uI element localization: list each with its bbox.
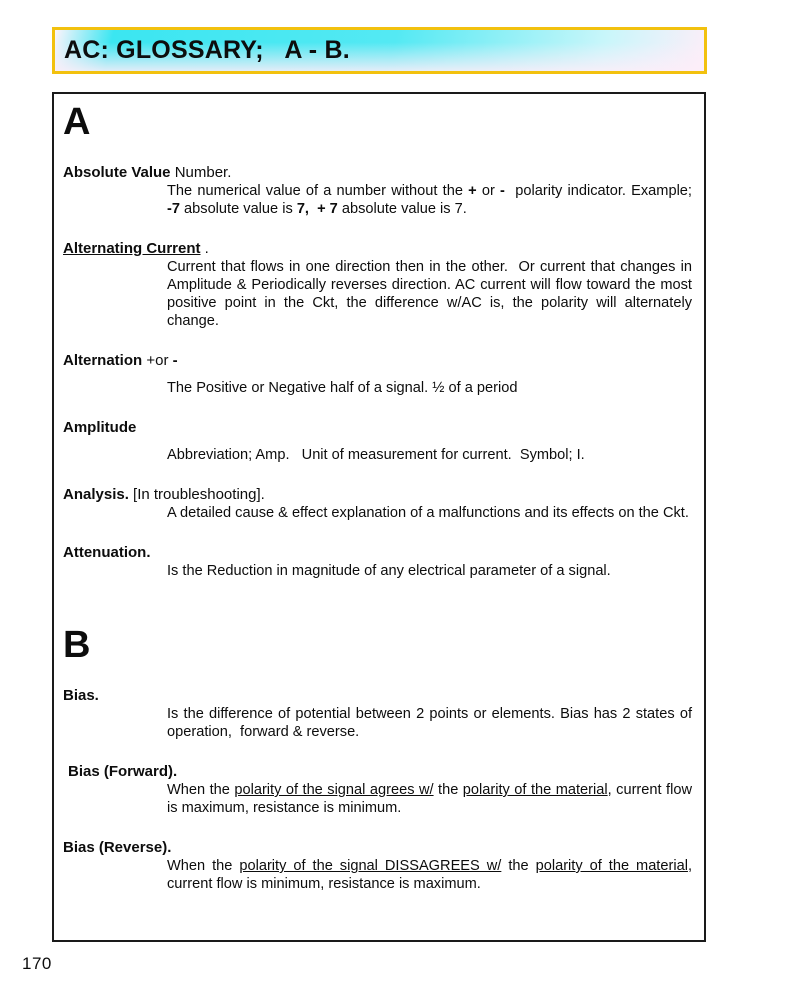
term bbox=[63, 164, 692, 182]
text-segment: the bbox=[433, 782, 463, 798]
glossary-box bbox=[52, 92, 706, 942]
text-segment: Alternation bbox=[63, 352, 147, 369]
definition bbox=[167, 857, 692, 893]
definition bbox=[167, 562, 692, 580]
section-letter: B bbox=[63, 624, 92, 666]
term bbox=[63, 352, 692, 370]
text-segment: Bias (Forward). bbox=[68, 763, 178, 780]
glossary-entry bbox=[63, 763, 692, 817]
term bbox=[63, 839, 692, 857]
text-segment: 7, bbox=[296, 201, 309, 217]
page-number: 170 bbox=[22, 954, 52, 973]
term bbox=[63, 486, 692, 504]
text-segment: polarity of the signal agrees w/ bbox=[234, 782, 434, 798]
text-segment: - bbox=[172, 352, 178, 369]
glossary-entry bbox=[63, 544, 692, 580]
text-segment: polarity of the material bbox=[535, 858, 688, 874]
glossary-sections bbox=[63, 102, 692, 893]
term bbox=[63, 240, 692, 258]
text-segment: Is the Reduction in magnitude of any electrical parameter of a signal. bbox=[167, 563, 611, 579]
text-segment: +or bbox=[146, 352, 173, 369]
text-segment: polarity of the material bbox=[462, 782, 608, 798]
text-segment: -7 bbox=[167, 201, 180, 217]
glossary-entry bbox=[63, 164, 692, 218]
section-letter: A bbox=[63, 101, 92, 143]
text-segment: Attenuation. bbox=[63, 544, 151, 561]
text-segment: Amplitude bbox=[63, 419, 137, 436]
text-segment: The Positive or Negative half of a signal. ½ of a period bbox=[167, 380, 518, 396]
glossary-section bbox=[63, 625, 692, 893]
text-segment: Absolute Value bbox=[63, 164, 171, 181]
page-title: AC: GLOSSARY; A - B. bbox=[64, 36, 350, 64]
text-segment: , current flow is maximum, resistance is minimum. bbox=[167, 782, 692, 816]
text-segment: polarity indicator. Example; bbox=[504, 183, 692, 199]
text-segment: + 7 bbox=[317, 201, 338, 217]
text-segment: , current flow is minimum, resistance is maximum. bbox=[167, 858, 693, 892]
text-segment: Is the difference of potential between 2 points or elements. Bias has 2 states of operation, forward & reverse. bbox=[167, 706, 692, 740]
text-segment: When the bbox=[167, 782, 235, 798]
text-segment: Bias (Reverse). bbox=[63, 839, 172, 856]
text-segment: The numerical value of a number without the bbox=[167, 183, 469, 199]
text-segment: Alternating Current bbox=[63, 240, 201, 257]
glossary-entry bbox=[63, 240, 692, 330]
text-segment: Analysis. bbox=[63, 486, 129, 503]
text-segment: absolute value is bbox=[179, 201, 297, 217]
text-segment: Abbreviation; Amp. Unit of measurement for current. Symbol; I. bbox=[167, 447, 585, 463]
text-segment: the bbox=[501, 858, 536, 874]
glossary-entry bbox=[63, 352, 692, 397]
text-segment bbox=[309, 201, 317, 217]
text-segment: absolute value is 7. bbox=[337, 201, 467, 217]
text-segment: + bbox=[468, 183, 477, 199]
term bbox=[63, 763, 692, 781]
definition bbox=[167, 705, 692, 741]
text-segment: [In troubleshooting]. bbox=[128, 486, 265, 503]
term bbox=[63, 544, 692, 562]
definition bbox=[167, 781, 692, 817]
text-segment: A detailed cause & effect explanation of a malfunctions and its effects on the Ckt. bbox=[167, 505, 689, 521]
glossary-entry bbox=[63, 419, 692, 464]
text-segment: polarity of the signal DISSAGREES w/ bbox=[239, 858, 502, 874]
glossary-entry bbox=[63, 839, 692, 893]
definition bbox=[167, 446, 692, 464]
text-segment: . bbox=[200, 240, 209, 257]
text-segment: Bias. bbox=[63, 687, 99, 704]
definition bbox=[167, 504, 692, 522]
text-segment: Number. bbox=[170, 164, 232, 181]
glossary-entry bbox=[63, 687, 692, 741]
glossary-entry bbox=[63, 486, 692, 522]
definition bbox=[167, 379, 692, 397]
text-segment: Current that flows in one direction then in the other. Or current that changes in Amplitude & Periodically reverses direction. AC current will flow toward the most positive point in the Ckt, the difference w/AC is, the polarity will alternately change. bbox=[167, 259, 692, 329]
text-segment: or bbox=[476, 183, 501, 199]
term bbox=[63, 687, 692, 705]
glossary-section bbox=[63, 102, 692, 580]
text-segment: - bbox=[500, 183, 505, 199]
term bbox=[63, 419, 692, 437]
definition bbox=[167, 258, 692, 330]
definition bbox=[167, 182, 692, 218]
title-banner bbox=[52, 27, 707, 74]
text-segment: When the bbox=[167, 858, 240, 874]
